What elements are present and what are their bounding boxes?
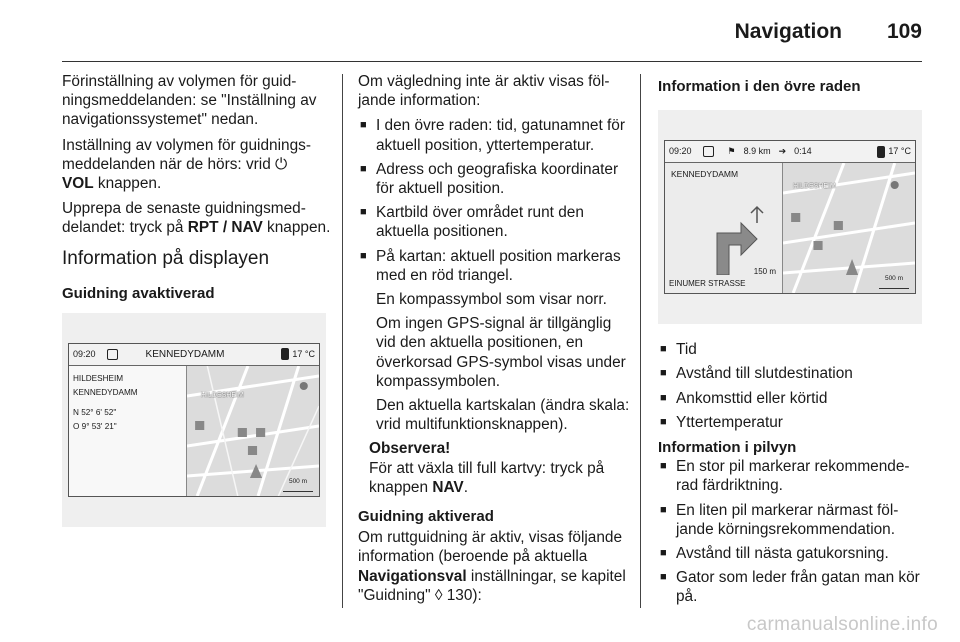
subsection-heading: Guidning aktiverad [358, 508, 494, 526]
subsection-heading: Information i pilvyn [658, 439, 797, 457]
column-divider [342, 74, 343, 608]
list-item: ■ Gator som leder från gatan man kör på. [660, 569, 920, 606]
display-image-guidance-off [62, 313, 326, 527]
paragraph: Upprepa de senaste guidningsmeddelandet: tryck på RPT / NAV knappen. [62, 200, 331, 237]
subsection-heading: Information i den övre raden [658, 78, 861, 95]
list-item: ■ Kartbild över området runt den aktuella positionen. [360, 204, 584, 241]
display-top-bar: 09:20 ⚑ 8.9 km ➔ 0:14 17 °C [665, 141, 915, 163]
paragraph: Om ruttguidning är aktiv, visas följande information (beroende på aktuella Navigationsval inställningar, se kapitel "Guidning" ◊ 130): [358, 529, 626, 604]
list-item: ■ Yttertemperatur [660, 413, 783, 431]
flag-icon: ⚑ [727, 146, 736, 157]
position-info-panel: HILDESHEIM KENNEDYDAMM N 52° 6' 52" O 9° 53' 21" [69, 366, 187, 496]
clock-icon [703, 146, 714, 157]
thermometer-icon [877, 146, 885, 158]
section-heading: Information på displayen [62, 247, 270, 269]
list-subitem: Den aktuella kartskalan (ändra skala: vrid multifunktionsknappen). [376, 397, 630, 434]
turn-arrow-icon [695, 195, 775, 275]
note-box: Observera! För att växla till full kartvy: tryck på knappen NAV. [369, 440, 605, 496]
list-item: ■ På kartan: aktuell position markeras med en röd triangel. [360, 247, 621, 284]
list-item: ■ Tid [660, 341, 697, 359]
list-item: ■ Avstånd till nästa gatukorsning. [660, 545, 889, 563]
rotary-knob-icon: ⏻ [275, 155, 288, 173]
list-item: ■ En stor pil markerar rekommenderad färdriktning. [660, 458, 910, 495]
display-screen [664, 140, 916, 294]
page-header [0, 0, 960, 62]
list-item: ■ I den övre raden: tid, gatunamnet för aktuell position, yttertemperatur. [360, 117, 625, 154]
paragraph: Förinställning av volymen för guidningsmeddelanden: se "Inställning av navigationssystemet" nedan. [62, 73, 317, 129]
display-image-guidance-on [658, 110, 922, 324]
arrow-view-panel: KENNEDYDAMM 150 m EINUMER STRASSE [665, 163, 783, 293]
paragraph: Inställning av volymen för guidningsmeddelanden när de hörs: vrid ⏻ VOL knappen. [62, 136, 311, 193]
subsection-heading: Guidning avaktiverad [62, 284, 215, 302]
column-divider [640, 74, 641, 608]
map-view: HILDESHEIM 500 m [187, 366, 319, 496]
display-screen [68, 343, 320, 497]
list-item: ■ Ankomsttid eller körtid [660, 389, 828, 407]
list-subitem: En kompassymbol som visar norr. [376, 291, 607, 309]
watermark: carmanualsonline.info [746, 614, 938, 635]
page-number: 109 [886, 20, 922, 43]
list-item: ■ Avstånd till slutdestination [660, 365, 853, 383]
map-view: HILDESHEIM 500 m [783, 163, 915, 293]
clock-icon [107, 349, 118, 360]
display-top-bar: 09:20 KENNEDYDAMM 17 °C [69, 344, 319, 366]
paragraph: Om vägledning inte är aktiv visas följande information: [358, 73, 610, 110]
column-3 [658, 72, 924, 612]
thermometer-icon [281, 348, 289, 360]
column-1 [62, 72, 332, 527]
header-divider [62, 61, 922, 62]
arrival-arrow-icon: ➔ [778, 146, 787, 157]
list-subitem: Om ingen GPS-signal är tillgänglig vid den aktuella positionen, en överkorsad GPS-symbol visas under kompassymbolen. [376, 315, 626, 390]
list-item: ■ En liten pil markerar närmast följande körningsrekommendation. [660, 501, 899, 538]
column-2 [358, 72, 630, 611]
list-item: ■ Adress och geografiska koordinater för aktuell position. [360, 160, 619, 198]
page-title: Navigation [734, 20, 842, 43]
page-reference-icon: ◊ [434, 586, 443, 604]
